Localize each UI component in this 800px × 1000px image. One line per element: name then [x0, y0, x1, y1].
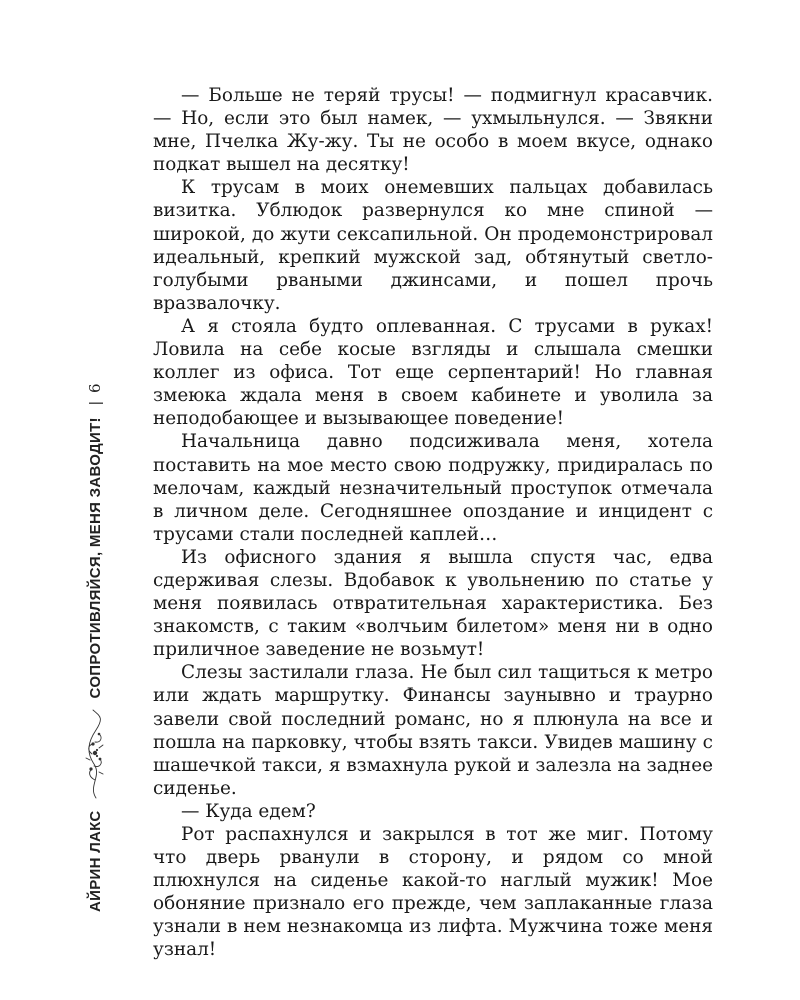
floral-ornament-icon: [84, 708, 106, 800]
paragraph: Рот распахнулся и закрылся в тот же миг. Потому что дверь рванули в сторону, и рядом со мной плюхнулся на сиденье какой-то наглый мужик! Мое обоняние признало его прежде, чем заплаканные глаза узнали в нем незнакомца из лифта. Мужчина тоже меня узнал!: [153, 824, 713, 961]
book-title: СОПРОТИВЛЯЙСЯ, МЕНЯ ЗАВОДИТ!: [86, 417, 104, 699]
paragraph: Из офисного здания я вышла спустя час, едва сдерживая слезы. Вдобавок к увольнению по статье у меня появилась отвратительная характеристика. Без знакомств, с таким «волчьим билетом» меня ни в одно приличное заведение не возьмут!: [153, 546, 713, 661]
header-separator: |: [86, 400, 104, 406]
paragraph: А я стояла будто оплеванная. С трусами в руках! Ловила на себе косые взгляды и слышала смешки коллег из офиса. Тот еще серпентарий! Но главная змеюка ждала меня в своем кабинете и уволила за неподобающее и вызывающее поведение!: [153, 315, 713, 430]
paragraph: — Куда едем?: [181, 800, 316, 822]
author-name: АЙРИН ЛАКС: [86, 810, 104, 912]
paragraph: — Больше не теряй трусы! — подмигнул красавчик. — Но, если это был намек, — ухмыльнулся. — Звякни мне, Пчелка Жу-жу. Ты не особо в моем вкусе, однако подкат вышел на десятку!: [153, 85, 713, 176]
page-number: 6: [86, 383, 104, 393]
running-header: [82, 352, 108, 912]
paragraph: Начальница давно подсиживала меня, хотела поставить на мое место свою подружку, придиралась по мелочам, каждый незначительный проступок отмечала в личном деле. Сегодняшнее опоздание и инцидент с трусами стали последней каплей…: [153, 431, 713, 545]
paragraph: Слезы застилали глаза. Не был сил тащиться к метро или ждать маршрутку. Финансы заунывно и траурно завели свой последний романс, но я плюнула на все и пошла на парковку, чтобы взять такси. Увидев машину с шашечкой такси, я взмахнула рукой и залезла на заднее сиденье.: [153, 662, 713, 799]
body-text: [153, 84, 713, 962]
paragraph: К трусам в моих онемевших пальцах добавилась визитка. Ублюдок развернулся ко мне спиной — широкой, до жути сексапильной. Он продемонстрировал идеальный, крепкий мужской зад, обтянутый светло-голубыми рваными джинсами, и пошел прочь вразвалочку.: [153, 177, 713, 314]
